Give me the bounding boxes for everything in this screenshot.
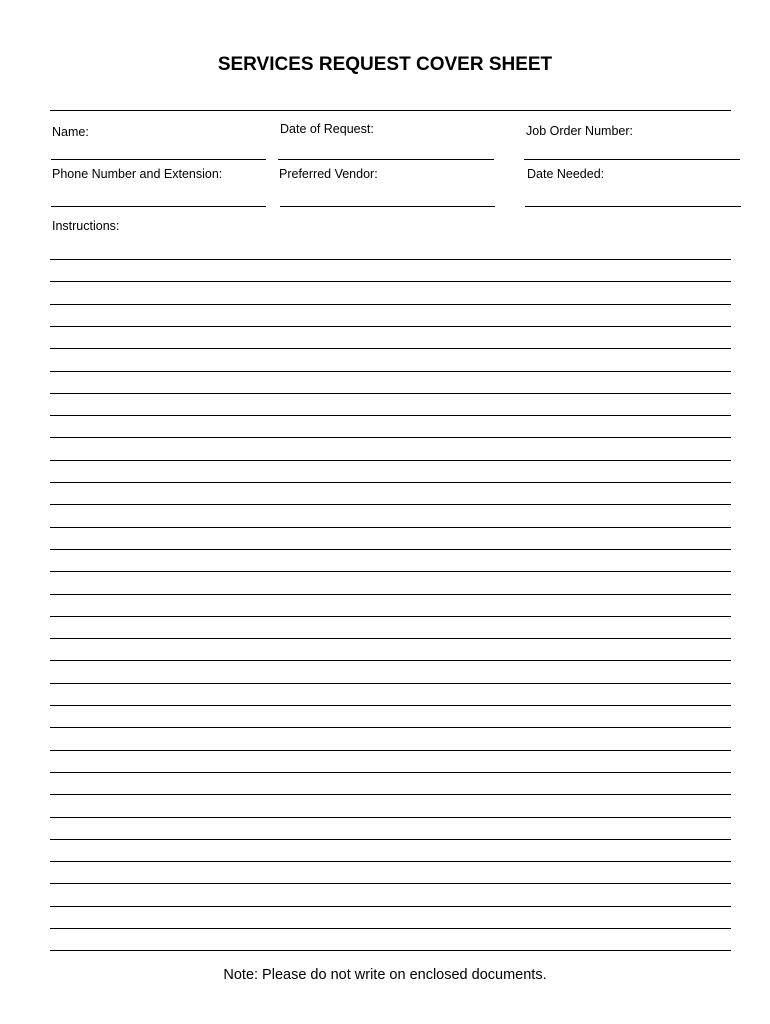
name-label: Name: — [52, 125, 89, 139]
instruction-line[interactable] — [50, 348, 731, 349]
instruction-line[interactable] — [50, 750, 731, 751]
instruction-line[interactable] — [50, 794, 731, 795]
instruction-line[interactable] — [50, 393, 731, 394]
date-needed-field[interactable] — [525, 206, 741, 207]
instruction-line[interactable] — [50, 839, 731, 840]
instruction-line[interactable] — [50, 527, 731, 528]
instruction-line[interactable] — [50, 460, 731, 461]
instruction-line[interactable] — [50, 259, 731, 260]
instruction-line[interactable] — [50, 549, 731, 550]
phone-field[interactable] — [51, 206, 266, 207]
preferred-vendor-label: Preferred Vendor: — [279, 167, 378, 181]
instruction-line[interactable] — [50, 906, 731, 907]
date-of-request-label: Date of Request: — [280, 122, 374, 136]
instruction-line[interactable] — [50, 660, 731, 661]
instruction-line[interactable] — [50, 504, 731, 505]
instruction-line[interactable] — [50, 817, 731, 818]
job-order-number-field[interactable] — [524, 159, 740, 160]
instruction-line[interactable] — [50, 638, 731, 639]
instruction-line[interactable] — [50, 415, 731, 416]
instruction-line[interactable] — [50, 883, 731, 884]
instruction-line[interactable] — [50, 705, 731, 706]
instruction-line[interactable] — [50, 371, 731, 372]
instruction-line[interactable] — [50, 326, 731, 327]
date-needed-label: Date Needed: — [527, 167, 605, 181]
preferred-vendor-field[interactable] — [280, 206, 495, 207]
phone-label: Phone Number and Extension: — [52, 167, 223, 181]
instruction-line[interactable] — [50, 683, 731, 684]
instruction-line[interactable] — [50, 437, 731, 438]
instruction-line[interactable] — [50, 616, 731, 617]
instruction-line[interactable] — [50, 281, 731, 282]
date-of-request-field[interactable] — [278, 159, 494, 160]
instruction-line[interactable] — [50, 594, 731, 595]
instruction-line[interactable] — [50, 727, 731, 728]
instruction-line[interactable] — [50, 950, 731, 951]
instruction-line[interactable] — [50, 928, 731, 929]
instruction-line[interactable] — [50, 571, 731, 572]
footer-note: Note: Please do not write on enclosed documents. — [223, 967, 547, 983]
top-divider — [50, 110, 731, 111]
instructions-label: Instructions: — [52, 219, 120, 233]
instruction-line[interactable] — [50, 772, 731, 773]
name-field[interactable] — [51, 159, 266, 160]
instruction-line[interactable] — [50, 304, 731, 305]
instruction-line[interactable] — [50, 861, 731, 862]
job-order-number-label: Job Order Number: — [526, 124, 633, 138]
instruction-line[interactable] — [50, 482, 731, 483]
page-title: SERVICES REQUEST COVER SHEET — [217, 54, 553, 75]
